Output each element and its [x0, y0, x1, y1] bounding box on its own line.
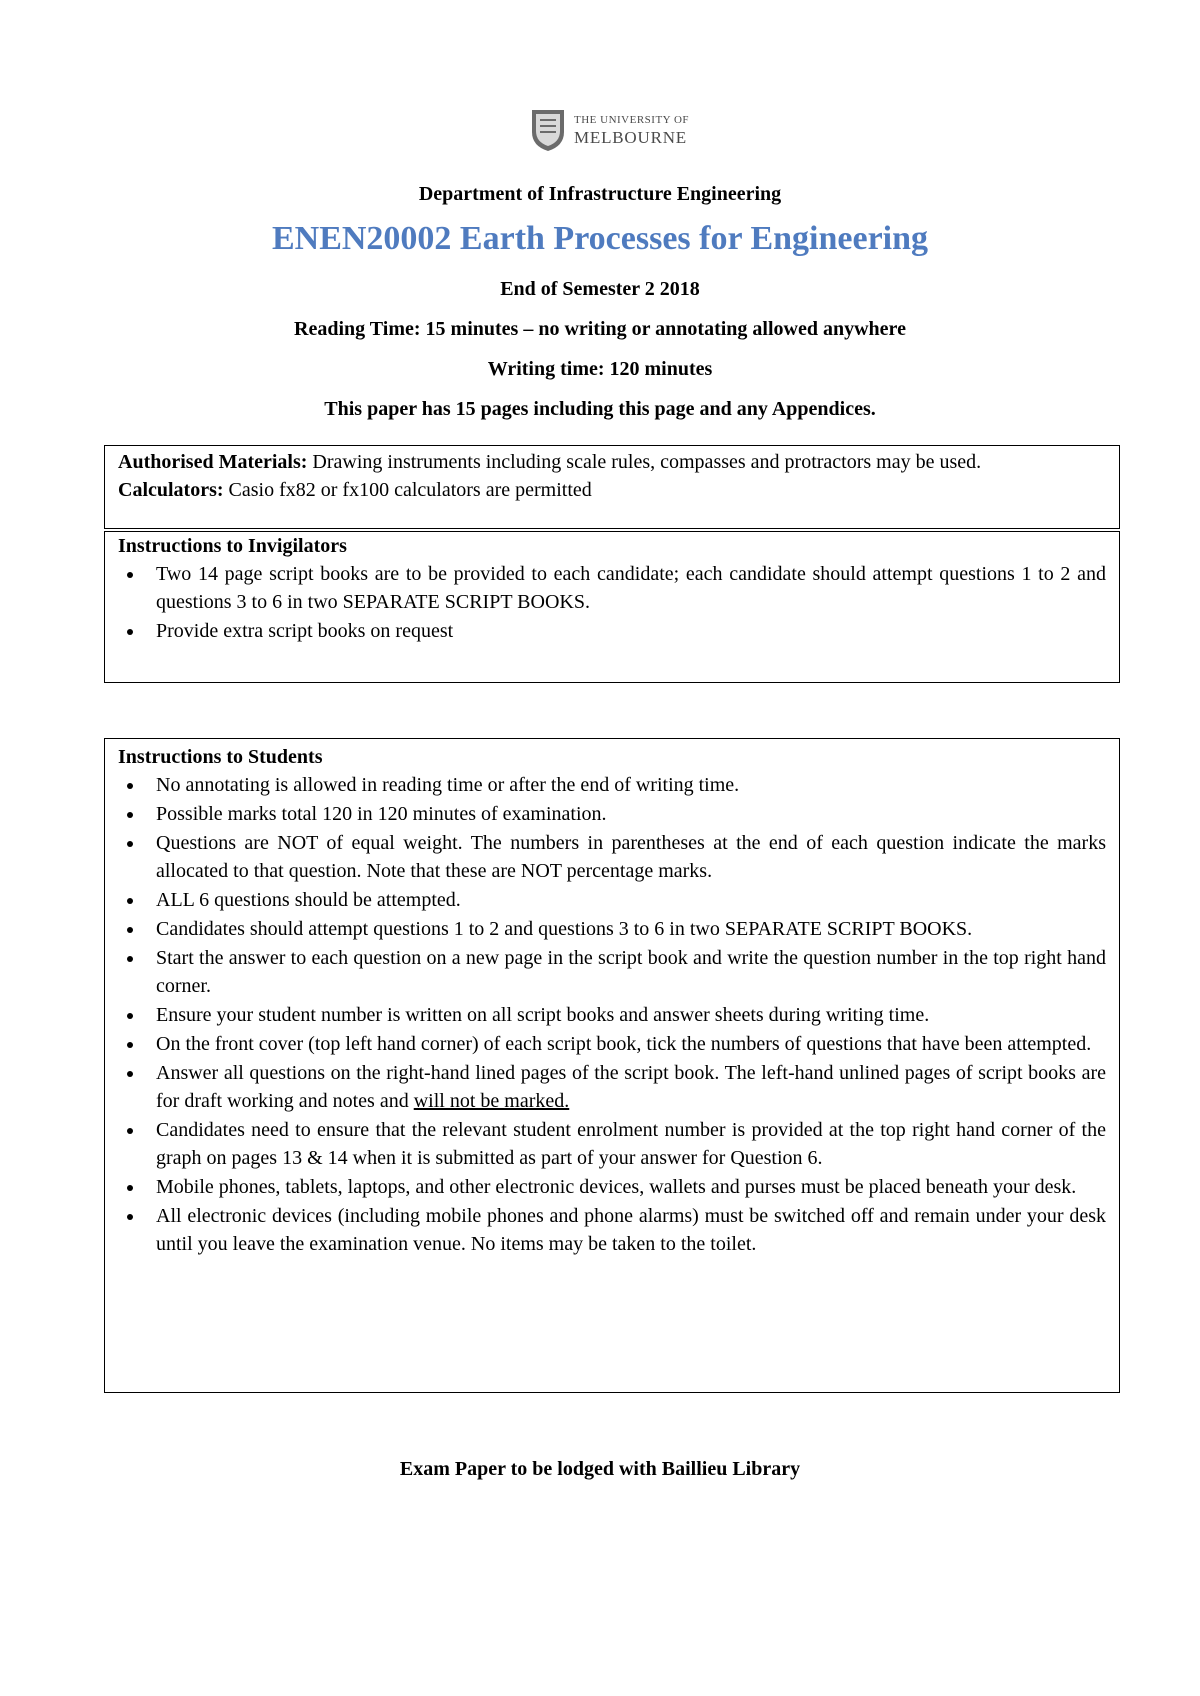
invigilators-box	[104, 531, 1120, 683]
logo-line1: THE UNIVERSITY OF	[574, 113, 690, 126]
list-item: Start the answer to each question on a new page in the script book and write the question number in the top right hand corner.	[118, 944, 1106, 1000]
footer-note: Exam Paper to be lodged with Baillieu Library	[399, 1458, 801, 1480]
calculators-label: Calculators:	[118, 479, 224, 501]
list-item	[118, 1059, 1106, 1115]
not-marked-underlined: will not be marked.	[413, 1090, 570, 1112]
semester-line: End of Semester 2 2018	[500, 278, 700, 300]
students-heading: Instructions to Students	[118, 746, 323, 768]
invigilators-list	[118, 560, 1106, 645]
pages-note-line: This paper has 15 pages including this page and any Appendices.	[324, 398, 876, 420]
list-item: All electronic devices (including mobile phones and phone alarms) must be switched off and remain under your desk until you leave the examination venue. No items may be taken to the toilet.	[118, 1202, 1106, 1258]
authorised-text: Drawing instruments including scale rules, compasses and protractors may be used.	[307, 451, 982, 473]
list-item-text: Answer all questions on the right-hand lined pages of the script book. The left-hand unlined pages of script books are for draft working and notes and	[156, 1062, 1106, 1112]
list-item: Candidates need to ensure that the relevant student enrolment number is provided at the top right hand corner of the graph on pages 13 & 14 when it is submitted as part of your answer for Question 6.	[118, 1116, 1106, 1172]
authorised-materials-box	[104, 445, 1120, 529]
university-logo	[530, 106, 700, 154]
invigilators-heading: Instructions to Invigilators	[118, 535, 347, 557]
list-item: Possible marks total 120 in 120 minutes of examination.	[118, 800, 1106, 828]
list-item: No annotating is allowed in reading time or after the end of writing time.	[118, 771, 1106, 799]
list-item: Two 14 page script books are to be provided to each candidate; each candidate should attempt questions 1 to 2 and questions 3 to 6 in two SEPARATE SCRIPT BOOKS.	[118, 560, 1106, 616]
list-item: Provide extra script books on request	[118, 617, 1106, 645]
list-item: ALL 6 questions should be attempted.	[118, 886, 1106, 914]
students-list	[118, 771, 1106, 1258]
students-box	[104, 738, 1120, 1393]
writing-time-line: Writing time: 120 minutes	[487, 358, 713, 380]
logo-line2: MELBOURNE	[574, 127, 687, 147]
university-crest-icon	[530, 108, 566, 152]
list-item: On the front cover (top left hand corner) of each script book, tick the numbers of questions that have been attempted.	[118, 1030, 1106, 1058]
reading-time-line: Reading Time: 15 minutes – no writing or annotating allowed anywhere	[294, 318, 906, 340]
department-title: Department of Infrastructure Engineering	[418, 183, 782, 205]
list-item: Mobile phones, tablets, laptops, and other electronic devices, wallets and purses must be placed beneath your desk.	[118, 1173, 1106, 1201]
list-item: Candidates should attempt questions 1 to 2 and questions 3 to 6 in two SEPARATE SCRIPT BOOKS.	[118, 915, 1106, 943]
course-title: ENEN20002 Earth Processes for Engineering	[271, 220, 929, 257]
list-item: Ensure your student number is written on all script books and answer sheets during writing time.	[118, 1001, 1106, 1029]
list-item: Questions are NOT of equal weight. The numbers in parentheses at the end of each question indicate the marks allocated to that question. Note that these are NOT percentage marks.	[118, 829, 1106, 885]
authorised-label: Authorised Materials:	[118, 451, 308, 473]
calculators-text: Casio fx82 or fx100 calculators are permitted	[223, 479, 592, 501]
